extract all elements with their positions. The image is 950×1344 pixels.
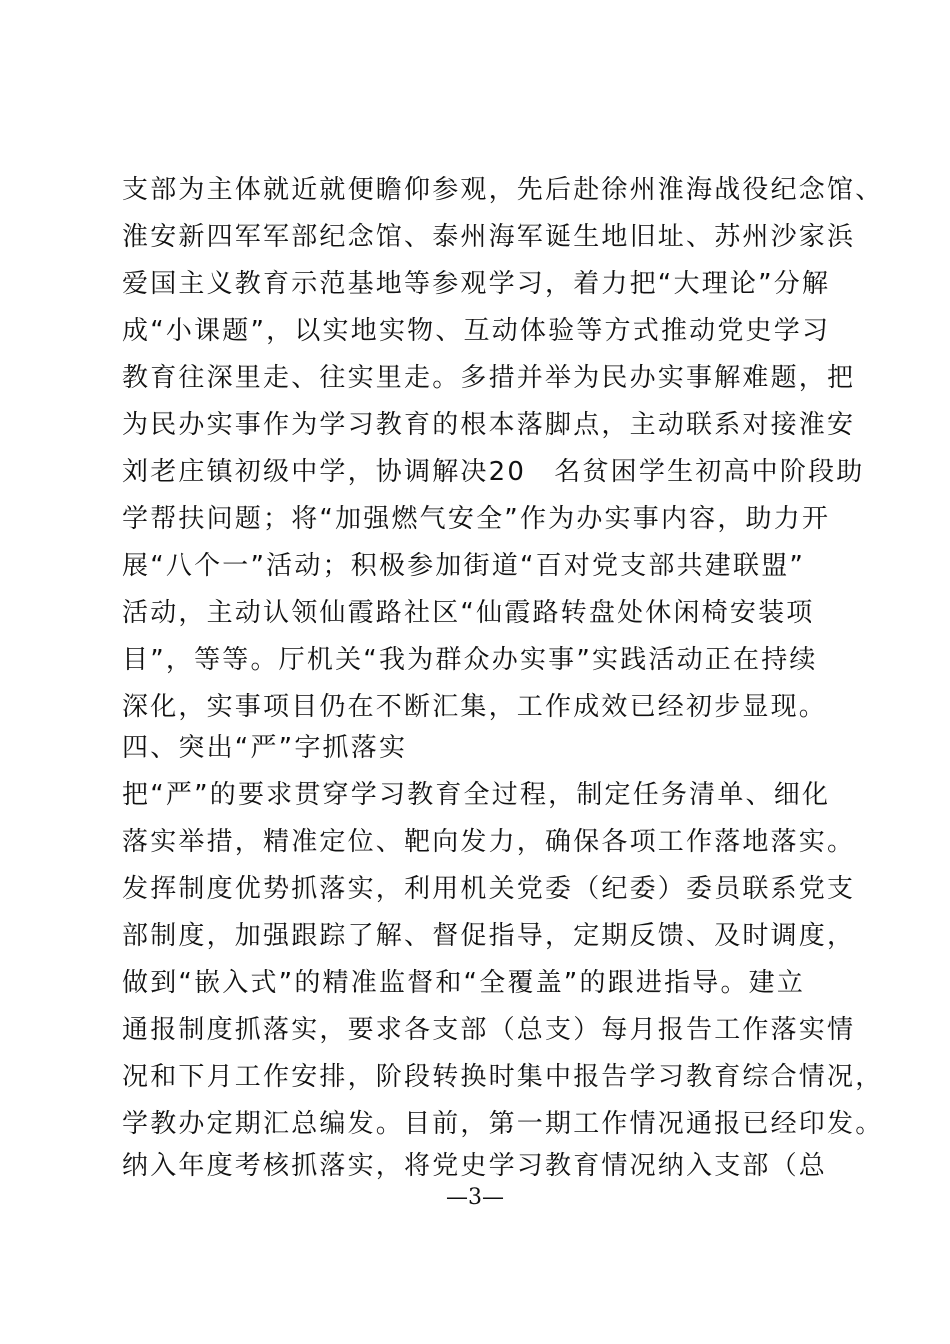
text-line: 活动，主动认领仙霞路社区“仙霞路转盘处休闲椅安装项: [122, 598, 815, 628]
text-line: 刘老庄镇初级中学，协调解决20 名贫困学生初高中阶段助: [122, 457, 865, 487]
text-line: 纳入年度考核抓落实，将党史学习教育情况纳入支部（总: [122, 1151, 828, 1181]
text-line: 目”，等等。厅机关“我为群众办实事”实践活动正在持续: [122, 645, 818, 675]
text-line: 把“严”的要求贯穿学习教育全过程，制定任务清单、细化: [122, 780, 831, 810]
text-line: 通报制度抓落实，要求各支部（总支）每月报告工作落实情: [122, 1015, 856, 1045]
text-line: 落实举措，精准定位、靶向发力，确保各项工作落地落实。: [122, 827, 856, 857]
text-line: 成“小课题”，以实地实物、互动体验等方式推动党史学习: [122, 316, 831, 346]
text-line: 淮安新四军军部纪念馆、泰州海军诞生地旧址、苏州沙家浜: [122, 222, 856, 252]
text-line: 学教办定期汇总编发。目前，第一期工作情况通报已经印发。: [122, 1109, 884, 1139]
text-line: 部制度，加强跟踪了解、督促指导，定期反馈、及时调度，: [122, 921, 856, 951]
text-line: 为民办实事作为学习教育的根本落脚点，主动联系对接淮安: [122, 410, 856, 440]
text-line: 教育往深里走、往实里走。多措并举为民办实事解难题，把: [122, 363, 856, 393]
text-line: 学帮扶问题；将“加强燃气安全”作为办实事内容，助力开: [122, 504, 831, 534]
text-line: 支部为主体就近就便瞻仰参观，先后赴徐州淮海战役纪念馆、: [122, 175, 884, 205]
text-line: 爱国主义教育示范基地等参观学习，着力把“大理论”分解: [122, 269, 831, 299]
text-line: 发挥制度优势抓落实，利用机关党委（纪委）委员联系党支: [122, 874, 856, 904]
text-line: 深化，实事项目仍在不断汇集，工作成效已经初步显现。: [122, 692, 828, 722]
text-line: 况和下月工作安排，阶段转换时集中报告学习教育综合情况，: [122, 1062, 884, 1092]
page-number: —3—: [446, 1185, 504, 1210]
section-heading: 四、突出“严”字抓落实: [122, 733, 408, 763]
text-line: 做到“嵌入式”的精准监督和“全覆盖”的跟进指导。建立: [122, 968, 806, 998]
text-line: 展“八个一”活动；积极参加街道“百对党支部共建联盟”: [122, 551, 806, 581]
